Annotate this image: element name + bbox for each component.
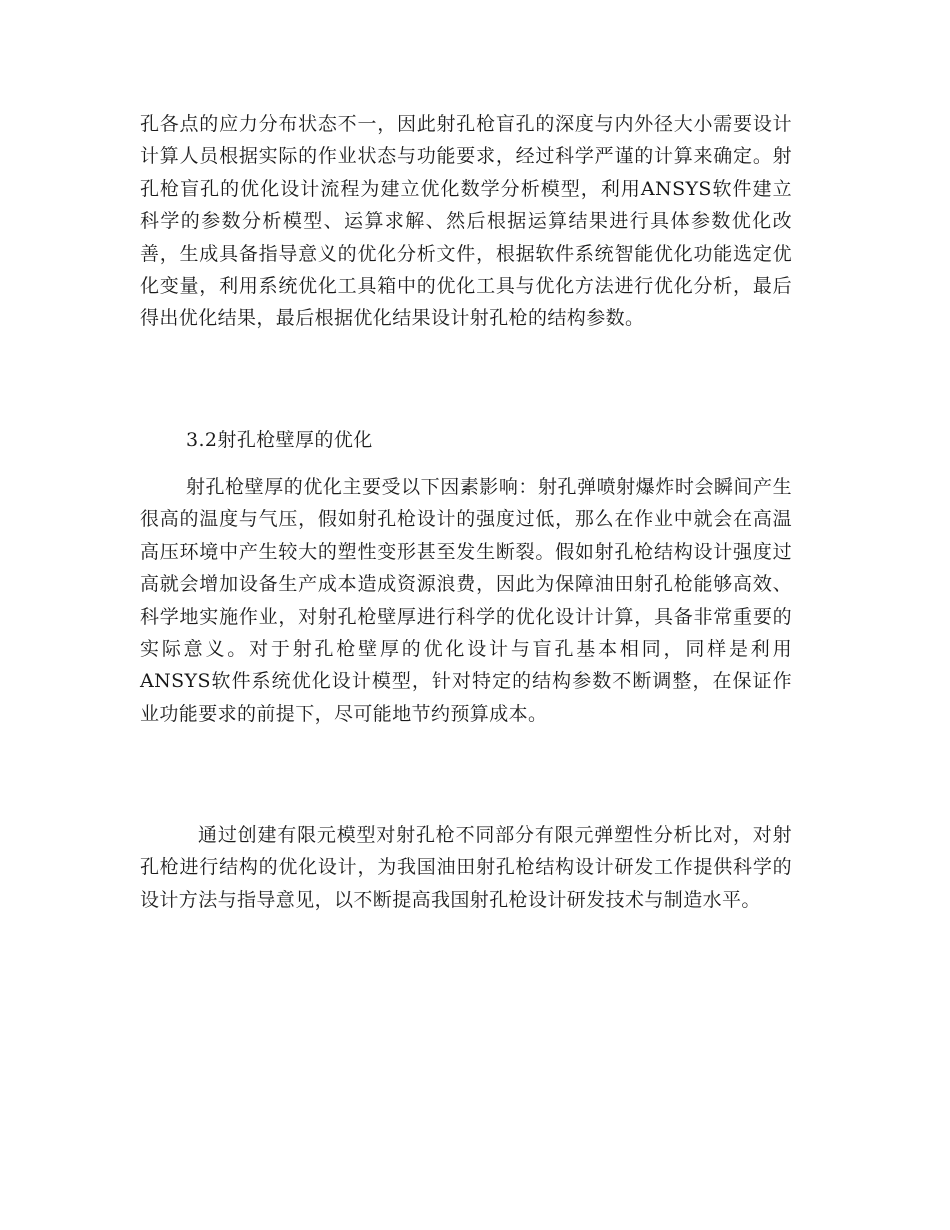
paragraph-wall-thickness: 射孔枪壁厚的优化主要受以下因素影响：射孔弹喷射爆炸时会瞬间产生很高的温度与气压，假如射孔枪设计的强度过低，那么在作业中就会在高温高压环境中产生较大的塑性变形甚至发生断裂。假如射孔枪结构设计强度过高就会增加设备生产成本造成资源浪费，因此为保障油田射孔枪能够高效、科学地实施作业，对射孔枪壁厚进行科学的优化设计计算，具备非常重要的实际意义。对于射孔枪壁厚的优化设计与盲孔基本相同，同样是利用ANSYS软件系统优化设计模型，针对特定的结构参数不断调整，在保证作业功能要求的前提下，尽可能地节约预算成本。 xyxy=(140,476,792,725)
section-heading: 3.2射孔枪壁厚的优化 xyxy=(186,429,373,451)
paragraph-conclusion: 通过创建有限元模型对射孔枪不同部分有限元弹塑性分析比对，对射孔枪进行结构的优化设计，为我国油田射孔枪结构设计研发工作提供科学的设计方法与指导意见，以不断提高我国射孔枪设计研发技术与制造水平。 xyxy=(140,824,792,911)
paragraph-blind-hole-design: 孔各点的应力分布状态不一，因此射孔枪盲孔的深度与内外径大小需要设计计算人员根据实际的作业状态与功能要求，经过科学严谨的计算来确定。射孔枪盲孔的优化设计流程为建立优化数学分析模型，利用ANSYS软件建立科学的参数分析模型、运算求解、然后根据运算结果进行具体参数优化改善，生成具备指导意义的优化分析文件，根据软件系统智能优化功能选定优化变量，利用系统优化工具箱中的优化工具与优化方法进行优化分析，最后得出优化结果，最后根据优化结果设计射孔枪的结构参数。 xyxy=(140,113,792,330)
